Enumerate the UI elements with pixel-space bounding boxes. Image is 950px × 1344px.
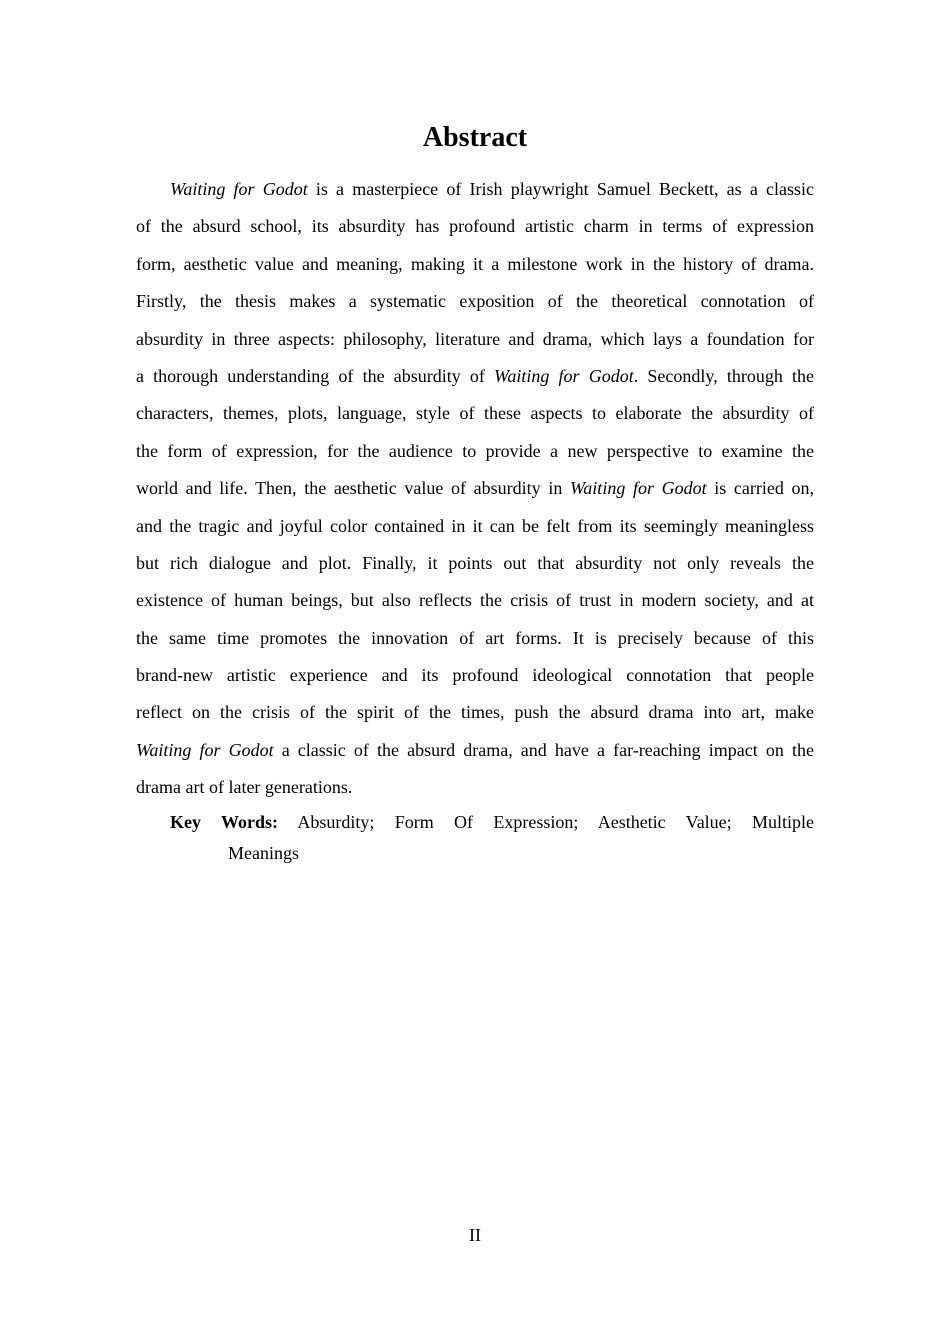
- abstract-line: [136, 508, 814, 545]
- abstract-line: [136, 321, 814, 358]
- abstract-text: is carried on,: [706, 478, 814, 499]
- italic-title-text: Waiting for Godot: [170, 179, 308, 199]
- keywords-line-1: [170, 807, 814, 838]
- abstract-text: a classic of the absurd drama, and have a far-reaching impact on the: [273, 739, 815, 760]
- abstract-text: reflect on the crisis of the spirit of the times, push the absurd drama into art, make: [136, 702, 814, 723]
- abstract-line: [136, 208, 814, 245]
- abstract-line: [136, 582, 814, 619]
- page-title: Abstract: [422, 122, 528, 153]
- abstract-line: [136, 433, 814, 470]
- abstract-line: [136, 283, 814, 320]
- abstract-text: . Secondly, through the: [633, 365, 814, 386]
- italic-title-text: Waiting for Godot: [569, 478, 707, 499]
- abstract-text: existence of human beings, but also reflects the crisis of trust in modern society, and at: [136, 590, 814, 611]
- italic-title-text: Waiting for Godot: [494, 365, 634, 386]
- abstract-text: drama art of later generations.: [136, 777, 353, 798]
- abstract-text: the same time promotes the innovation of art forms. It is precisely because of this: [136, 627, 814, 648]
- abstract-text: a thorough understanding of the absurdity of: [136, 365, 495, 386]
- abstract-line: [136, 732, 814, 769]
- keywords-line-2: Meanings: [228, 843, 299, 863]
- abstract-line: [136, 171, 814, 208]
- keywords-text-1: Absurdity; Form Of Expression; Aesthetic Value; Multiple: [278, 812, 815, 832]
- abstract-text: but rich dialogue and plot. Finally, it points out that absurdity not only reveals the: [136, 552, 814, 573]
- abstract-text: and the tragic and joyful color contained in it can be felt from its seemingly meaningless: [136, 515, 814, 536]
- abstract-text: of the absurd school, its absurdity has profound artistic charm in terms of expression: [136, 216, 814, 237]
- keywords-label: Key Words:: [170, 812, 279, 832]
- abstract-text: brand-new artistic experience and its profound ideological connotation that people: [136, 665, 814, 686]
- abstract-line: [136, 545, 814, 582]
- abstract-line: [136, 246, 814, 283]
- keywords: [170, 807, 814, 869]
- abstract-text: world and life. Then, the aesthetic value of absurdity in: [136, 478, 570, 499]
- abstract-line: [136, 620, 814, 657]
- abstract-line: [136, 395, 814, 432]
- abstract-text: the form of expression, for the audience to provide a new perspective to examine the: [136, 440, 814, 461]
- abstract-line: [136, 694, 814, 731]
- abstract-text: is a masterpiece of Irish playwright Samuel Beckett, as a classic: [307, 179, 814, 199]
- abstract-line: [136, 769, 814, 806]
- abstract-text: characters, themes, plots, language, style of these aspects to elaborate the absurdity of: [136, 403, 814, 424]
- abstract-body: [136, 171, 814, 807]
- abstract-text: Firstly, the thesis makes a systematic exposition of the theoretical connotation of: [136, 291, 814, 312]
- abstract-line: [136, 657, 814, 694]
- italic-title-text: Waiting for Godot: [136, 739, 274, 760]
- page-number: II: [469, 1225, 481, 1245]
- abstract-text: absurdity in three aspects: philosophy, literature and drama, which lays a foundation for: [136, 328, 814, 349]
- abstract-text: form, aesthetic value and meaning, making it a milestone work in the history of drama.: [136, 253, 814, 274]
- abstract-line: [136, 358, 814, 395]
- abstract-line: [136, 470, 814, 507]
